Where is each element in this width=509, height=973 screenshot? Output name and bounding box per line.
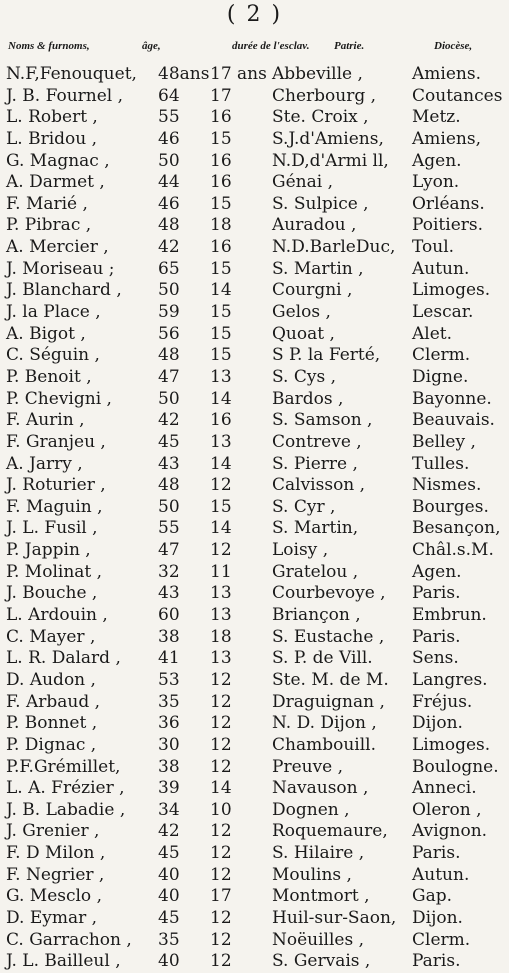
list-item	[6, 194, 506, 216]
captive-name: J. Bouche ,	[6, 583, 98, 604]
captivity-years: 16	[210, 237, 232, 258]
captive-birthplace: Briançon ,	[272, 605, 361, 626]
captive-birthplace: N. D. Dijon ,	[272, 713, 377, 734]
captive-age: 40	[158, 886, 180, 907]
captive-diocese: Agen.	[412, 561, 462, 582]
captivity-years: 12	[210, 475, 232, 496]
captivity-years: 15	[210, 128, 232, 149]
list-item	[6, 475, 506, 497]
captive-diocese: Lescar.	[412, 302, 474, 323]
captive-age: 56	[158, 323, 180, 344]
captivity-years: 13	[210, 431, 232, 452]
list-item	[6, 670, 506, 692]
list-item	[6, 432, 506, 454]
captive-diocese: Orléans.	[412, 193, 485, 214]
header-name: Noms & furnoms,	[8, 40, 90, 52]
captive-birthplace: Draguignan ,	[272, 691, 385, 712]
captive-name: L. A. Frézier ,	[6, 778, 125, 799]
list-item	[6, 713, 506, 735]
captive-name: P. Dignac ,	[6, 734, 97, 755]
captivity-years: 15	[210, 193, 232, 214]
captive-diocese: Dijon.	[412, 713, 463, 734]
captive-birthplace: S P. la Ferté,	[272, 345, 381, 366]
captive-birthplace: S. Cyr ,	[272, 496, 336, 517]
captivity-years: 15	[210, 258, 232, 279]
captive-age: 42	[158, 410, 180, 431]
captive-name: N.F,Fenouquet,	[6, 64, 137, 84]
captive-birthplace: Quoat ,	[272, 323, 335, 344]
captivity-years: 12	[210, 756, 232, 777]
captivity-years: 13	[210, 648, 232, 669]
captive-age: 30	[158, 734, 180, 755]
captive-age: 45	[158, 843, 180, 864]
captive-diocese: Autun.	[412, 864, 470, 885]
captivity-years: 14	[210, 518, 232, 539]
captive-diocese: Paris.	[412, 843, 461, 864]
captivity-years: 12	[210, 540, 232, 561]
captive-age: 39	[158, 778, 180, 799]
list-item	[6, 627, 506, 649]
captive-diocese: Limoges.	[412, 734, 491, 755]
list-item	[6, 151, 506, 173]
captive-name: P. Jappin ,	[6, 540, 91, 561]
captivity-years: 13	[210, 605, 232, 626]
captive-name: D. Eymar ,	[6, 907, 98, 928]
header-birthplace: Patrie.	[334, 40, 365, 52]
captive-name: J. L. Bailleul ,	[6, 951, 121, 972]
captive-birthplace: S. Martin,	[272, 518, 359, 539]
captive-diocese: Bayonne.	[412, 388, 492, 409]
captive-name: F. Arbaud ,	[6, 691, 101, 712]
captive-name: P. Pibrac ,	[6, 215, 92, 236]
captive-name: C. Mayer ,	[6, 626, 96, 647]
captive-birthplace: Loisy ,	[272, 540, 329, 561]
list-item	[6, 86, 506, 108]
captive-birthplace: Huil-sur-Saon,	[272, 907, 397, 928]
list-item	[6, 605, 506, 627]
captive-name: L. Robert ,	[6, 107, 98, 128]
captivity-years: 12	[210, 669, 232, 690]
captivity-years: 17	[210, 85, 232, 106]
captive-age: 43	[158, 453, 180, 474]
captivity-years: 17 ans	[210, 64, 267, 84]
captive-birthplace: Abbeville ,	[272, 64, 363, 84]
list-item	[6, 692, 506, 714]
captive-diocese: Embrun.	[412, 605, 487, 626]
captivity-years: 15	[210, 323, 232, 344]
captive-birthplace: S. P. de Vill.	[272, 648, 373, 669]
captive-age: 64	[158, 85, 180, 106]
captive-diocese: Poitiers.	[412, 215, 484, 236]
captivity-years: 16	[210, 107, 232, 128]
captive-birthplace: Roquemaure,	[272, 821, 388, 842]
captive-diocese: Tulles.	[412, 453, 470, 474]
captive-name: P.F.Grémillet,	[6, 756, 121, 777]
captive-birthplace: Noëuilles ,	[272, 929, 365, 950]
captive-name: A. Mercier ,	[6, 237, 109, 258]
captive-birthplace: Gratelou ,	[272, 561, 359, 582]
captive-diocese: Autun.	[412, 258, 470, 279]
captive-diocese: Sens.	[412, 648, 459, 669]
captive-diocese: Digne.	[412, 366, 469, 387]
list-item	[6, 930, 506, 952]
captive-age: 47	[158, 540, 180, 561]
captive-diocese: Amiens.	[412, 64, 481, 84]
list-item	[6, 735, 506, 757]
captive-diocese: Paris.	[412, 951, 461, 972]
list-item	[6, 778, 506, 800]
captivity-years: 15	[210, 345, 232, 366]
captive-diocese: Châl.s.M.	[412, 540, 494, 561]
captive-name: L. Ardouin ,	[6, 605, 108, 626]
header-age: âge,	[142, 40, 161, 52]
list-item	[6, 259, 506, 281]
captive-birthplace: Calvisson ,	[272, 475, 366, 496]
captivity-years: 12	[210, 821, 232, 842]
captive-birthplace: S. Hilaire ,	[272, 843, 365, 864]
list-item	[6, 172, 506, 194]
captive-birthplace: S.J.d'Amiens,	[272, 128, 384, 149]
captive-age: 46	[158, 128, 180, 149]
list-item	[6, 324, 506, 346]
list-item	[6, 367, 506, 389]
captivity-years: 12	[210, 864, 232, 885]
list-item	[6, 562, 506, 584]
captive-age: 40	[158, 951, 180, 972]
captive-name: L. Bridou ,	[6, 128, 98, 149]
captive-birthplace: Cherbourg ,	[272, 85, 377, 106]
captive-name: J. Grenier ,	[6, 821, 100, 842]
captive-diocese: Fréjus.	[412, 691, 473, 712]
captive-diocese: Boulogne.	[412, 756, 499, 777]
captive-diocese: Avignon.	[412, 821, 488, 842]
captive-diocese: Alet.	[412, 323, 453, 344]
list-item	[6, 757, 506, 779]
captivity-years: 17	[210, 886, 232, 907]
captive-age: 34	[158, 799, 180, 820]
list-item	[6, 345, 506, 367]
captivity-years: 14	[210, 453, 232, 474]
captive-birthplace: Contreve ,	[272, 431, 362, 452]
list-item	[6, 64, 506, 86]
captive-age: 42	[158, 821, 180, 842]
captivity-years: 12	[210, 734, 232, 755]
captive-name: G. Mesclo ,	[6, 886, 102, 907]
captive-name: P. Bonnet ,	[6, 713, 98, 734]
captive-diocese: Besançon,	[412, 518, 501, 539]
captive-birthplace: Dognen ,	[272, 799, 350, 820]
captive-birthplace: Montmort ,	[272, 886, 370, 907]
captive-birthplace: S. Pierre ,	[272, 453, 358, 474]
list-item	[6, 843, 506, 865]
captive-name: A. Darmet ,	[6, 172, 105, 193]
list-item	[6, 583, 506, 605]
captivity-years: 13	[210, 583, 232, 604]
captive-name: F. Aurin ,	[6, 410, 85, 431]
captive-name: F. Marié ,	[6, 193, 88, 214]
captive-birthplace: Bardos ,	[272, 388, 344, 409]
list-item	[6, 800, 506, 822]
captive-name: D. Audon ,	[6, 669, 96, 690]
list-item	[6, 454, 506, 476]
captive-age: 48ans	[158, 64, 210, 84]
captive-age: 53	[158, 669, 180, 690]
captive-name: G. Magnac ,	[6, 150, 110, 171]
captive-diocese: Paris.	[412, 626, 461, 647]
captive-age: 48	[158, 215, 180, 236]
captivity-years: 16	[210, 410, 232, 431]
captive-name: J. Roturier ,	[6, 475, 106, 496]
captive-diocese: Paris.	[412, 583, 461, 604]
captive-age: 45	[158, 431, 180, 452]
captive-age: 45	[158, 907, 180, 928]
captive-diocese: Nismes.	[412, 475, 482, 496]
list-item	[6, 518, 506, 540]
captive-age: 42	[158, 237, 180, 258]
captive-diocese: Anneci.	[412, 778, 477, 799]
list-item	[6, 410, 506, 432]
captive-diocese: Clerm.	[412, 345, 471, 366]
captive-birthplace: S. Eustache ,	[272, 626, 385, 647]
captivity-years: 13	[210, 366, 232, 387]
captivity-years: 16	[210, 172, 232, 193]
captive-diocese: Gap.	[412, 886, 453, 907]
captive-birthplace: Preuve ,	[272, 756, 344, 777]
captive-diocese: Toul.	[412, 237, 455, 258]
captive-age: 38	[158, 756, 180, 777]
captive-age: 65	[158, 258, 180, 279]
captive-birthplace: Courbevoye ,	[272, 583, 386, 604]
captive-birthplace: Auradou ,	[272, 215, 357, 236]
captive-age: 46	[158, 193, 180, 214]
captivity-years: 12	[210, 691, 232, 712]
captive-name: J. B. Labadie ,	[6, 799, 126, 820]
captive-diocese: Oleron ,	[412, 799, 482, 820]
list-item	[6, 821, 506, 843]
captive-age: 59	[158, 302, 180, 323]
list-item	[6, 302, 506, 324]
captive-age: 41	[158, 648, 180, 669]
captive-birthplace: Ste. Croix ,	[272, 107, 369, 128]
captivity-years: 10	[210, 799, 232, 820]
captive-age: 50	[158, 496, 180, 517]
list-item	[6, 215, 506, 237]
captive-age: 47	[158, 366, 180, 387]
captivity-years: 14	[210, 778, 232, 799]
list-item	[6, 389, 506, 411]
captive-birthplace: Navauson ,	[272, 778, 369, 799]
captive-list	[6, 64, 506, 973]
captive-diocese: Agen.	[412, 150, 462, 171]
captive-name: J. L. Fusil ,	[6, 518, 98, 539]
column-header	[8, 40, 503, 60]
captive-diocese: Belley ,	[412, 431, 476, 452]
captive-age: 35	[158, 929, 180, 950]
captive-name: J. B. Fournel ,	[6, 85, 124, 106]
captivity-years: 14	[210, 388, 232, 409]
captivity-years: 18	[210, 626, 232, 647]
captivity-years: 14	[210, 280, 232, 301]
captive-age: 32	[158, 561, 180, 582]
header-captivity: durée de l'esclav.	[232, 40, 310, 52]
captive-diocese: Metz.	[412, 107, 461, 128]
header-diocese: Diocèse,	[434, 40, 473, 52]
captive-name: C. Garrachon ,	[6, 929, 132, 950]
captive-diocese: Lyon.	[412, 172, 460, 193]
list-item	[6, 648, 506, 670]
captive-birthplace: S. Samson ,	[272, 410, 373, 431]
captive-age: 44	[158, 172, 180, 193]
captive-age: 35	[158, 691, 180, 712]
captive-age: 55	[158, 518, 180, 539]
page-number: ( 2 )	[226, 2, 283, 27]
captive-name: A. Bigot ,	[6, 323, 86, 344]
captive-name: J. Blanchard ,	[6, 280, 122, 301]
captivity-years: 12	[210, 713, 232, 734]
captive-diocese: Dijon.	[412, 907, 463, 928]
captivity-years: 15	[210, 302, 232, 323]
captive-birthplace: N.D,d'Armi ll,	[272, 150, 389, 171]
captive-birthplace: Courgni ,	[272, 280, 353, 301]
captivity-years: 15	[210, 496, 232, 517]
captive-diocese: Beauvais.	[412, 410, 495, 431]
captive-name: J. la Place ,	[6, 302, 101, 323]
captive-age: 40	[158, 864, 180, 885]
captive-name: J. Moriseau ;	[6, 258, 115, 279]
captive-diocese: Limoges.	[412, 280, 491, 301]
captive-birthplace: Moulins ,	[272, 864, 352, 885]
list-item	[6, 886, 506, 908]
captive-age: 50	[158, 388, 180, 409]
captive-name: P. Benoit ,	[6, 366, 92, 387]
captive-age: 43	[158, 583, 180, 604]
captive-birthplace: Chambouill.	[272, 734, 376, 755]
captive-name: F. Maguin ,	[6, 496, 103, 517]
captivity-years: 16	[210, 150, 232, 171]
captivity-years: 12	[210, 907, 232, 928]
captive-birthplace: S. Martin ,	[272, 258, 364, 279]
captivity-years: 12	[210, 951, 232, 972]
captive-birthplace: N.D.BarleDuc,	[272, 237, 396, 258]
captive-birthplace: Gelos ,	[272, 302, 331, 323]
list-item	[6, 107, 506, 129]
captive-birthplace: S. Cys ,	[272, 366, 336, 387]
captive-birthplace: Ste. M. de M.	[272, 669, 389, 690]
captive-diocese: Coutances	[412, 85, 503, 106]
captivity-years: 18	[210, 215, 232, 236]
list-item	[6, 865, 506, 887]
captive-name: F. Negrier ,	[6, 864, 105, 885]
captivity-years: 11	[210, 561, 232, 582]
list-item	[6, 951, 506, 973]
captive-age: 55	[158, 107, 180, 128]
captive-age: 60	[158, 605, 180, 626]
captive-name: L. R. Dalard ,	[6, 648, 121, 669]
captive-name: P. Chevigni ,	[6, 388, 112, 409]
captive-birthplace: S. Sulpice ,	[272, 193, 369, 214]
captive-diocese: Langres.	[412, 669, 488, 690]
captive-birthplace: S. Gervais ,	[272, 951, 371, 972]
captive-name: A. Jarry ,	[6, 453, 83, 474]
list-item	[6, 497, 506, 519]
captive-name: C. Séguin ,	[6, 345, 100, 366]
list-item	[6, 280, 506, 302]
captivity-years: 12	[210, 929, 232, 950]
captive-name: P. Molinat ,	[6, 561, 103, 582]
captive-birthplace: Génai ,	[272, 172, 333, 193]
captive-name: F. Granjeu ,	[6, 431, 106, 452]
list-item	[6, 540, 506, 562]
list-item	[6, 908, 506, 930]
captive-name: F. D Milon ,	[6, 843, 106, 864]
captive-age: 50	[158, 150, 180, 171]
list-item	[6, 237, 506, 259]
captivity-years: 12	[210, 843, 232, 864]
captive-age: 38	[158, 626, 180, 647]
list-item	[6, 129, 506, 151]
captive-age: 48	[158, 475, 180, 496]
captive-age: 48	[158, 345, 180, 366]
captive-diocese: Clerm.	[412, 929, 471, 950]
captive-diocese: Bourges.	[412, 496, 489, 517]
captive-age: 50	[158, 280, 180, 301]
captive-diocese: Amiens,	[412, 128, 481, 149]
captive-age: 36	[158, 713, 180, 734]
